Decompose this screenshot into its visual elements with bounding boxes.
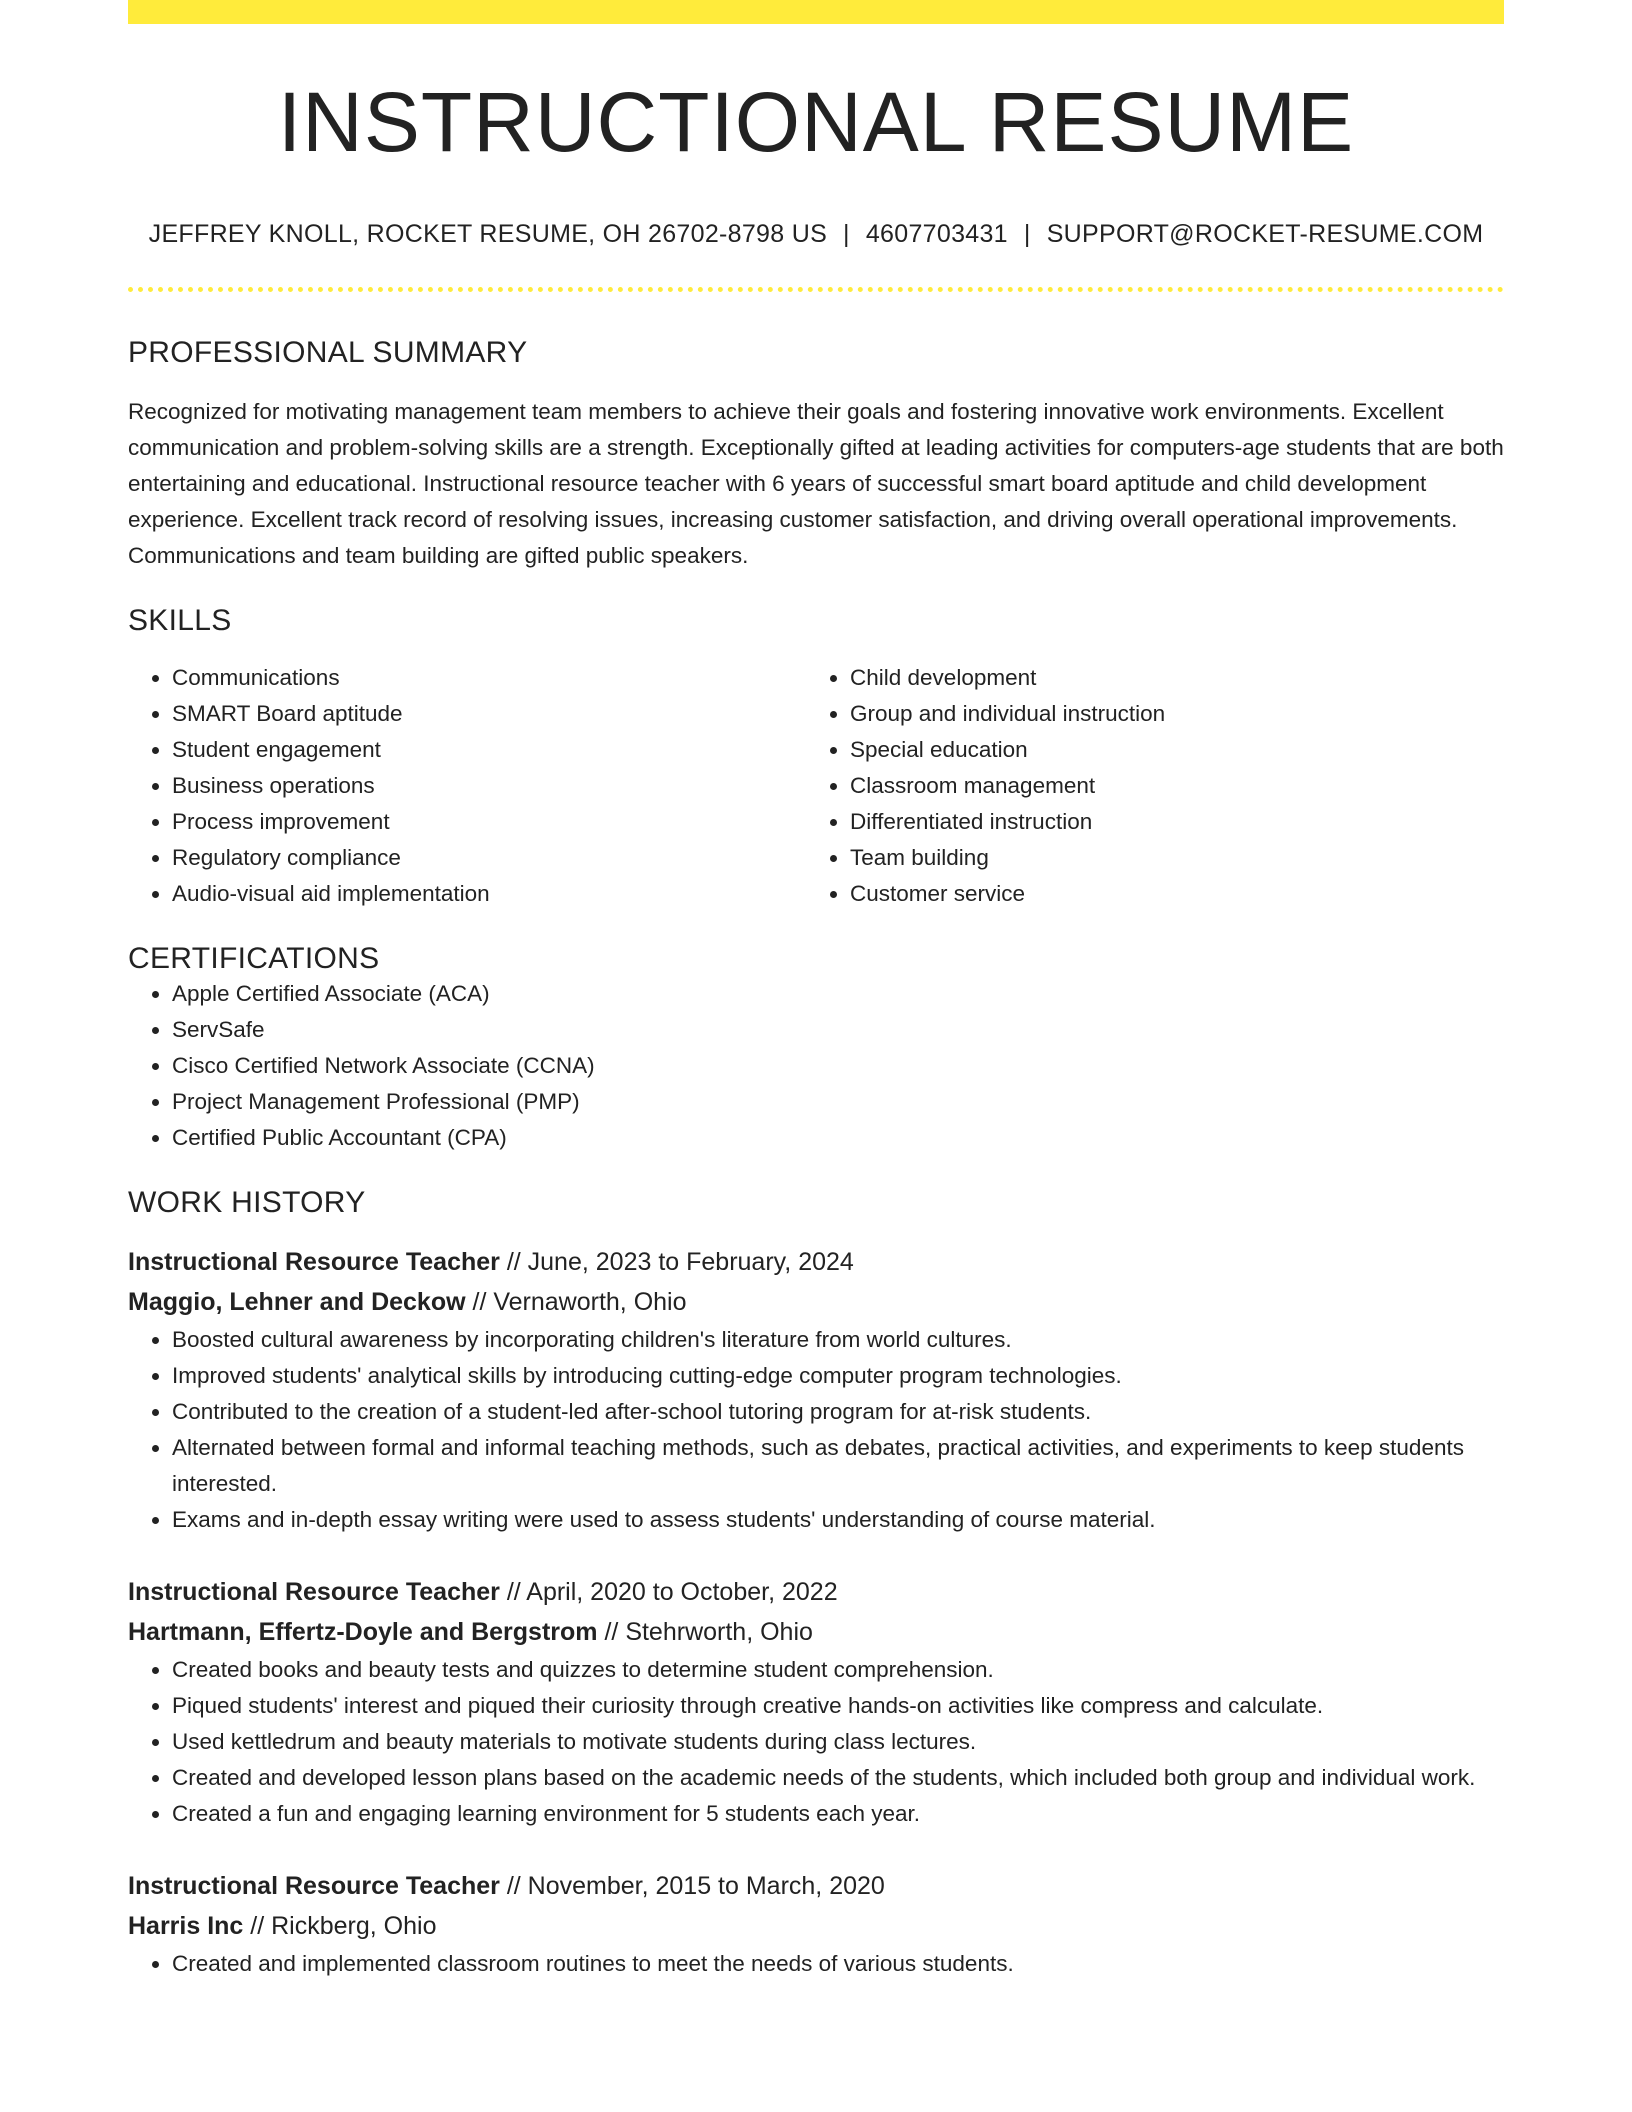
job-bullet: • Created and implemented classroom routines to meet the needs of various students.: [172, 1946, 1504, 1982]
contact-separator: |: [1023, 220, 1031, 248]
job-dates: // November, 2015 to March, 2020: [499, 1872, 885, 1900]
job-entry: [128, 1866, 1504, 1982]
job-bullet: • Created a fun and engaging learning environment for 5 students each year.: [172, 1796, 1504, 1832]
job-location: // Vernaworth, Ohio: [465, 1288, 687, 1316]
certification-item: • Project Management Professional (PMP): [172, 1084, 1504, 1120]
job-entry: [128, 1572, 1504, 1832]
job-title-line: [128, 1242, 1504, 1282]
skill-item: • Child development: [850, 660, 1484, 696]
skill-item: • Customer service: [850, 876, 1484, 912]
job-bullet: • Alternated between formal and informal teaching methods, such as debates, practical activities, and experiments to keep students interested.: [172, 1430, 1504, 1502]
skill-item: • Team building: [850, 840, 1484, 876]
dotted-divider: [128, 287, 1504, 292]
skill-item: • Process improvement: [172, 804, 806, 840]
skill-item: • Differentiated instruction: [850, 804, 1484, 840]
summary-text: Recognized for motivating management team members to achieve their goals and fostering innovative work environments. Excellent communication and problem-solving skills are a strength. Exceptionally gifted at leading activities for computers-age students that are both entertaining and educational. Instructional resource teacher with 6 years of successful smart board aptitude and child development experience. Excellent track record of resolving issues, increasing customer satisfaction, and driving overall operational improvements. Communications and team building are gifted public speakers.: [128, 399, 1504, 568]
contact-address: JEFFREY KNOLL, ROCKET RESUME, OH 26702-8798 US: [148, 220, 828, 248]
job-location: // Rickberg, Ohio: [243, 1912, 437, 1940]
job-bullet: • Used kettledrum and beauty materials to motivate students during class lectures.: [172, 1724, 1504, 1760]
top-accent-bar: [128, 0, 1504, 24]
job-title: Instructional Resource Teacher: [128, 1578, 500, 1606]
work-history-heading: WORK HISTORY: [128, 1186, 366, 1219]
job-title-line: [128, 1572, 1504, 1612]
contact-line: [128, 220, 1504, 249]
job-company: Hartmann, Effertz-Doyle and Bergstrom: [128, 1618, 598, 1646]
skill-item: • Student engagement: [172, 732, 806, 768]
job-title: Instructional Resource Teacher: [128, 1872, 500, 1900]
job-bullet-list: [128, 1322, 1504, 1538]
skill-item: • Audio-visual aid implementation: [172, 876, 806, 912]
resume-title: INSTRUCTIONAL RESUME: [277, 75, 1355, 169]
skill-item: • Classroom management: [850, 768, 1484, 804]
certifications-list: [128, 976, 1504, 1156]
certifications-heading: CERTIFICATIONS: [128, 942, 380, 975]
job-bullet: • Created and developed lesson plans based on the academic needs of the students, which included both group and individual work.: [172, 1760, 1504, 1796]
certification-item: • ServSafe: [172, 1012, 1504, 1048]
skill-item: • Business operations: [172, 768, 806, 804]
skills-list-left: [128, 660, 806, 912]
skills-columns: [128, 660, 1504, 912]
job-bullet: • Improved students' analytical skills by introducing cutting-edge computer program technologies.: [172, 1358, 1504, 1394]
work-history-list: [128, 1242, 1504, 1982]
job-dates: // April, 2020 to October, 2022: [499, 1578, 838, 1606]
summary-heading: PROFESSIONAL SUMMARY: [128, 336, 528, 369]
skills-heading: SKILLS: [128, 604, 232, 637]
job-entry: [128, 1242, 1504, 1538]
job-company-line: [128, 1906, 1504, 1946]
contact-phone: 4607703431: [865, 220, 1008, 248]
skill-item: • Special education: [850, 732, 1484, 768]
skill-item: • Group and individual instruction: [850, 696, 1484, 732]
job-bullet: • Contributed to the creation of a student-led after-school tutoring program for at-risk students.: [172, 1394, 1504, 1430]
certification-item: • Certified Public Accountant (CPA): [172, 1120, 1504, 1156]
contact-separator: |: [843, 220, 850, 248]
skill-item: • Regulatory compliance: [172, 840, 806, 876]
skills-list-right: [806, 660, 1484, 912]
job-bullet: • Boosted cultural awareness by incorporating children's literature from world cultures.: [172, 1322, 1504, 1358]
job-company: Harris Inc: [128, 1912, 244, 1940]
job-company-line: [128, 1612, 1504, 1652]
skills-column-right: [806, 660, 1484, 912]
job-company-line: [128, 1282, 1504, 1322]
skill-item: • SMART Board aptitude: [172, 696, 806, 732]
job-dates: // June, 2023 to February, 2024: [499, 1248, 854, 1276]
skills-column-left: [128, 660, 806, 912]
skill-item: • Communications: [172, 660, 806, 696]
job-company: Maggio, Lehner and Deckow: [128, 1288, 466, 1316]
job-title-line: [128, 1866, 1504, 1906]
certification-item: • Apple Certified Associate (ACA): [172, 976, 1504, 1012]
job-bullet-list: [128, 1652, 1504, 1832]
certification-item: • Cisco Certified Network Associate (CCNA): [172, 1048, 1504, 1084]
resume-page: [128, 0, 1504, 1982]
contact-email: SUPPORT@ROCKET-RESUME.COM: [1046, 220, 1484, 248]
job-location: // Stehrworth, Ohio: [597, 1618, 813, 1646]
job-bullet-list: [128, 1946, 1504, 1982]
job-bullet: • Piqued students' interest and piqued their curiosity through creative hands-on activities like compress and calculate.: [172, 1688, 1504, 1724]
job-bullet: • Exams and in-depth essay writing were used to assess students' understanding of course material.: [172, 1502, 1504, 1538]
job-title: Instructional Resource Teacher: [128, 1248, 500, 1276]
job-bullet: • Created books and beauty tests and quizzes to determine student comprehension.: [172, 1652, 1504, 1688]
